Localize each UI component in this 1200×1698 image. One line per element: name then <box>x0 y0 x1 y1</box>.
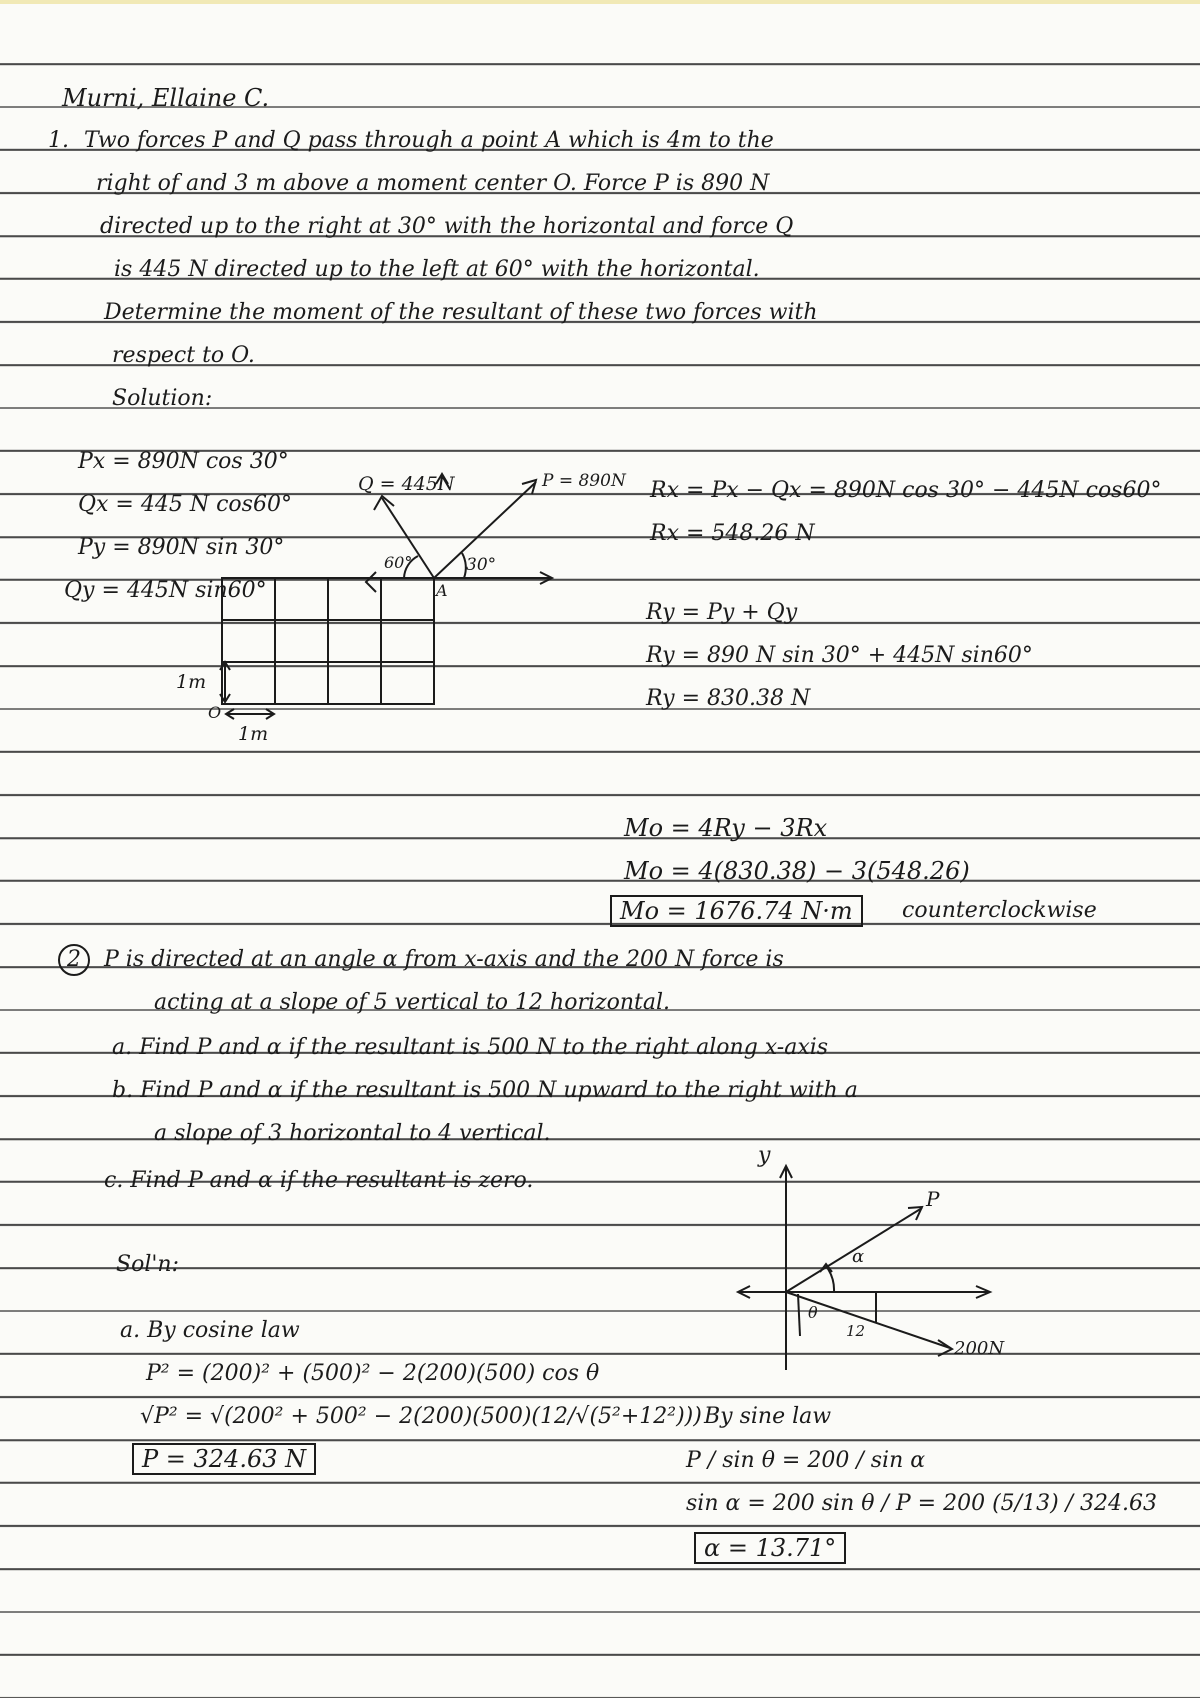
solution-label-2: Sol'n: <box>116 1252 179 1277</box>
p-vector-label: P <box>926 1187 940 1211</box>
solution-label-1: Solution: <box>112 386 213 411</box>
angle-p-label: 30° <box>466 555 497 575</box>
problem-1-line-2: right of and 3 m above a moment center O. Force P is 890 N <box>96 171 770 196</box>
px-expression: Px = 890N cos 30° <box>78 449 289 474</box>
point-o-label: O <box>208 703 222 722</box>
part-b-continuation: a slope of 3 horizontal to 4 vertical. <box>154 1121 551 1146</box>
part-b-statement: b. Find P and α if the resultant is 500 N upward to the right with a <box>112 1078 858 1103</box>
p-result-box: P = 324.63 N <box>132 1443 316 1475</box>
problem-2-line-2: acting at a slope of 5 vertical to 12 horizontal. <box>154 990 670 1015</box>
part-c-statement: c. Find P and α if the resultant is zero. <box>104 1168 534 1193</box>
cosine-law-substitution: √P² = √(200² + 500² − 2(200)(500)(12/√(5²+12²))) <box>140 1404 702 1429</box>
py-expression: Py = 890N sin 30° <box>78 535 285 560</box>
q-force-label: Q = 445N <box>358 473 455 495</box>
alpha-label: α <box>852 1246 865 1267</box>
moment-substitution: Mo = 4(830.38) − 3(548.26) <box>624 857 970 885</box>
problem-1-line-4: is 445 N directed up to the left at 60° with the horizontal. <box>114 257 760 282</box>
student-name: Murni, Ellaine C. <box>62 84 270 112</box>
horizontal-unit-label: 1m <box>238 723 269 745</box>
vertical-unit-label: 1m <box>176 671 207 693</box>
sine-alpha-expression: sin α = 200 sin θ / P = 200 (5/13) / 324.63 <box>686 1491 1158 1516</box>
problem-2-line-1: P is directed at an angle α from x-axis and the 200 N force is <box>104 947 784 972</box>
ry-sum: Ry = Py + Qy <box>646 600 798 625</box>
qy-expression: Qy = 445N sin60° <box>64 578 267 603</box>
alpha-result-box: α = 13.71° <box>694 1532 846 1564</box>
moment-direction: counterclockwise <box>902 898 1097 923</box>
theta-marker-line <box>798 1294 800 1336</box>
moment-result-box: Mo = 1676.74 N·m <box>610 895 863 927</box>
rx-result: Rx = 548.26 N <box>650 521 815 546</box>
moment-equation: Mo = 4Ry − 3Rx <box>624 814 828 842</box>
slope-label: 12 <box>846 1322 866 1340</box>
force-200n-arrowhead <box>938 1340 952 1356</box>
p-force-label: P = 890N <box>542 471 626 491</box>
problem-1-number: 1. <box>48 128 69 153</box>
theta-label: θ <box>808 1303 818 1322</box>
cosine-law-label: a. By cosine law <box>120 1318 300 1343</box>
problem-1-line-5: Determine the moment of the resultant of these two forces with <box>104 300 818 325</box>
problem-1-line-3: directed up to the right at 30° with the horizontal and force Q <box>100 214 794 239</box>
y-axis-label: y <box>758 1143 771 1168</box>
problem-2-number: 2 <box>58 944 90 976</box>
angle-q-label: 60° <box>384 553 413 572</box>
qx-expression: Qx = 445 N cos60° <box>78 492 292 517</box>
problem-1-line-1: Two forces P and Q pass through a point A which is 4m to the <box>84 128 774 153</box>
point-a-label: A <box>436 581 448 600</box>
cosine-law-equation: P² = (200)² + (500)² − 2(200)(500) cos θ <box>146 1361 600 1386</box>
ry-equation: Ry = 890 N sin 30° + 445N sin60° <box>646 643 1033 668</box>
problem-1-line-6: respect to O. <box>112 343 255 368</box>
ry-result: Ry = 830.38 N <box>646 686 811 711</box>
force-200n-label: 200N <box>954 1338 1005 1359</box>
part-a-statement: a. Find P and α if the resultant is 500 N to the right along x-axis <box>112 1035 829 1060</box>
sine-law-label: By sine law <box>704 1404 832 1429</box>
sine-law-ratio: P / sin θ = 200 / sin α <box>686 1448 926 1473</box>
rx-equation: Rx = Px − Qx = 890N cos 30° − 445N cos60° <box>650 478 1162 503</box>
